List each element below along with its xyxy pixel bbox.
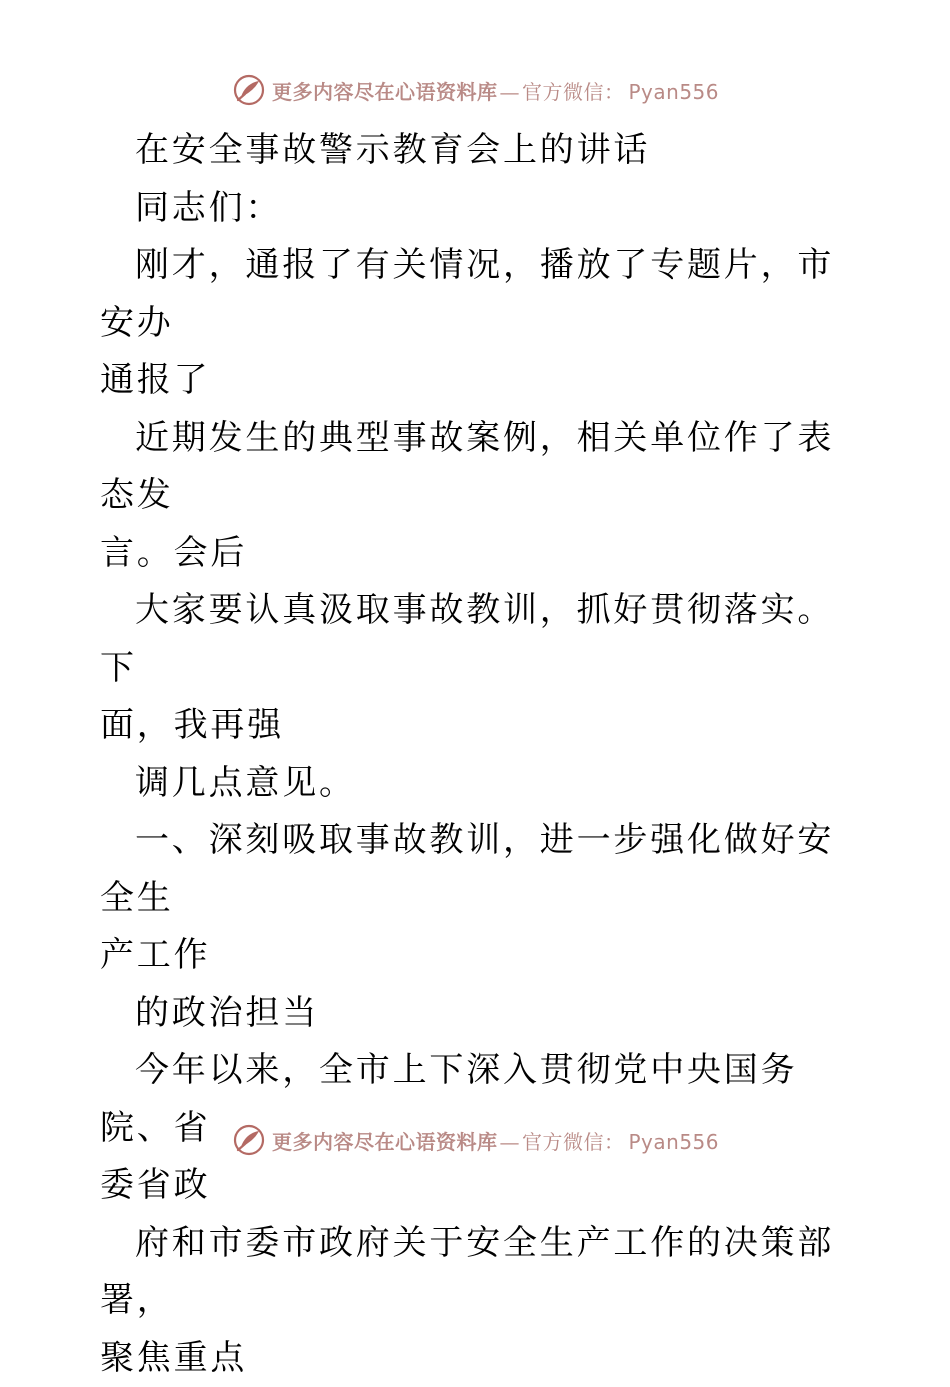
banner-site-text: 更多内容尽在心语资料库 bbox=[272, 1130, 498, 1154]
text-line: 聚焦重点 bbox=[100, 1330, 870, 1387]
text-line: 委省政 bbox=[100, 1157, 870, 1215]
pen-logo-icon bbox=[232, 1123, 266, 1157]
text-line: 在安全事故警示教育会上的讲话 bbox=[100, 122, 870, 180]
text-line: 调几点意见。 bbox=[100, 755, 870, 813]
banner-wechat-id: Pyan556 bbox=[629, 80, 720, 104]
banner-dash: — bbox=[500, 80, 521, 104]
banner-site-text: 更多内容尽在心语资料库 bbox=[272, 80, 498, 104]
text-line: 今年以来，全市上下深入贯彻党中央国务院、省 bbox=[100, 1042, 870, 1157]
text-line: 面，我再强 bbox=[100, 697, 870, 755]
banner-wechat-label: 官方微信： bbox=[522, 1130, 625, 1154]
text-line: 通报了 bbox=[100, 352, 870, 410]
text-line: 言。会后 bbox=[100, 525, 870, 583]
banner-dash: — bbox=[500, 1130, 521, 1154]
text-line: 大家要认真汲取事故教训，抓好贯彻落实。下 bbox=[100, 582, 870, 697]
text-line: 刚才，通报了有关情况，播放了专题片，市安办 bbox=[100, 237, 870, 352]
banner-wechat-label: 官方微信： bbox=[522, 80, 625, 104]
header-banner bbox=[0, 70, 950, 110]
text-line: 近期发生的典型事故案例，相关单位作了表态发 bbox=[100, 410, 870, 525]
text-line: 的政治担当 bbox=[100, 985, 870, 1043]
text-line: 府和市委市政府关于安全生产工作的决策部署， bbox=[100, 1215, 870, 1330]
banner-wechat-id: Pyan556 bbox=[629, 1130, 720, 1154]
document-body bbox=[100, 122, 870, 1387]
pen-logo-icon bbox=[232, 73, 266, 107]
footer-banner bbox=[0, 1120, 950, 1160]
text-line: 同志们： bbox=[100, 180, 870, 238]
text-line: 产工作 bbox=[100, 927, 870, 985]
text-line: 一、深刻吸取事故教训，进一步强化做好安全生 bbox=[100, 812, 870, 927]
